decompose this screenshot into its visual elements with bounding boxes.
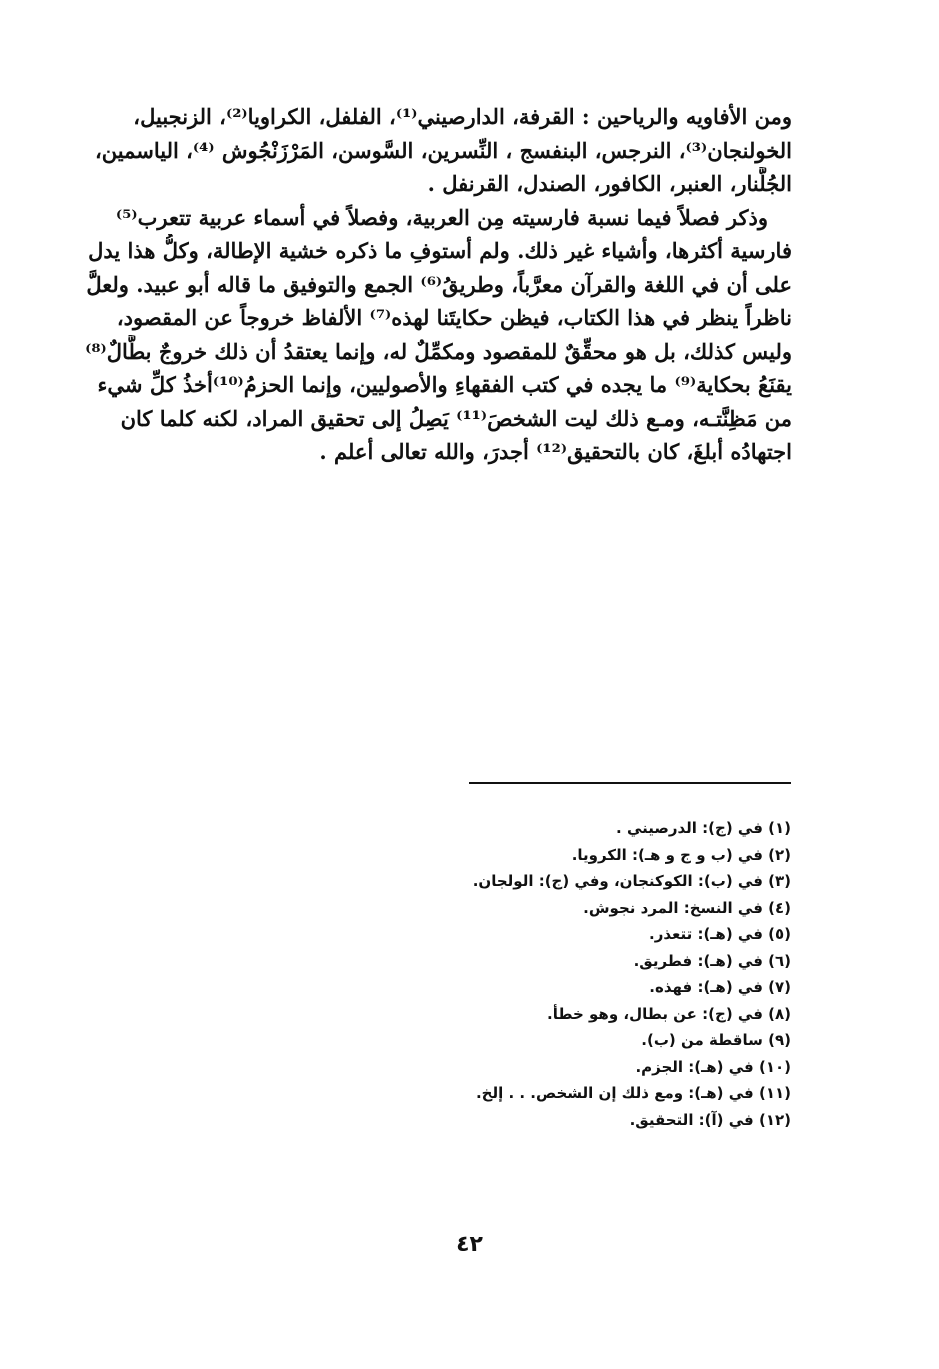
footnote-1: (١) في (ج): الدرصيني . xyxy=(616,819,791,837)
text-line: الجُلَّنار، العنبر، الكافور، الصندل، القرنفل . xyxy=(427,171,792,196)
footnotes xyxy=(371,815,791,1133)
footnote-12: (١٢) في (آ): التحقيق. xyxy=(629,1110,791,1129)
text-line: فارسية أكثرها، وأشياء غير ذلك. ولم أستوفِ ما ذكره خشية الإطالة، وكلُّ هذا يدل xyxy=(88,238,792,263)
footnote-8: (٨) في (ج): عن بطال، وهو خطأ. xyxy=(547,1004,791,1023)
text-line: وليس كذلك، بل هو محقِّقٌ للمقصود ومكمِّلٌ له، وإنما يعتقدُ أن ذلك خروجٌ بطَّالٌ⁽⁸⁾ xyxy=(85,338,792,364)
text-line: يقنَعُ بحكاية⁽⁹⁾ ما يجده في كتب الفقهاءِ والأصوليين، وإنما الحزمُ⁽¹⁰⁾أخذُ كلِّ شيء xyxy=(97,372,792,397)
text-line: ناظراً ينظر في هذا الكتاب، فيظن حكايتَنا لهذه⁽⁷⁾ الألفاظ خروجاً عن المقصود، xyxy=(116,305,792,330)
text-line: من مَظِنَّتـه، ومـع ذلك ليت الشخصَ⁽¹¹⁾ يَصِلُ إلى تحقيق المراد، لكنه كلما كان xyxy=(120,405,792,431)
text-line: على أن في اللغة والقرآن معرَّباً، وطريقُ⁽⁶⁾ الجمع والتوفيق ما قاله أبو عبيد. ولعلَّ xyxy=(86,271,792,297)
text-line: ومن الأفاويه والرياحين : القرفة، الدارصيني⁽¹⁾، الفلفل، الكراويا⁽²⁾، الزنجبيل، xyxy=(133,104,792,129)
footnote-3: (٣) في (ب): الكوكنجان، وفي (ج): الولجان. xyxy=(472,872,791,890)
footnote-7: (٧) في (هـ): فهذه. xyxy=(649,978,791,996)
footnote-2: (٢) في (ب و ج و هـ): الكرويا. xyxy=(571,845,791,864)
footnote-10: (١٠) في (هـ): الجزم. xyxy=(635,1057,791,1076)
footnote-4: (٤) في النسخ: المرد نجوش. xyxy=(583,898,791,917)
main-text xyxy=(70,100,792,469)
page-number: ٤٢ xyxy=(456,1232,483,1257)
footnote-11: (١١) في (هـ): ومع ذلك إن الشخص. . . إلخ. xyxy=(475,1084,791,1102)
text-line: الخولنجان⁽³⁾، النرجس، البنفسج ، النِّسرين، السَّوسن، المَرْزَنْجُوش ⁽⁴⁾، الياسمين، xyxy=(95,137,792,163)
text-line: وذكر فصلاً فيما نسبة فارسيته مِن العربية، وفصلاً في أسماء عربية تتعرب⁽⁵⁾ xyxy=(115,204,768,230)
footnote-separator xyxy=(469,782,791,784)
footnote-9: (٩) ساقطة من (ب). xyxy=(641,1031,791,1049)
footnote-6: (٦) في (هـ): فطريق. xyxy=(633,951,791,970)
footnote-5: (٥) في (هـ): تتعذر. xyxy=(649,925,791,943)
text-line: اجتهادُه أبلغَ، كان بالتحقيق⁽¹²⁾ أجدرَ، والله تعالى أعلم . xyxy=(319,439,792,464)
